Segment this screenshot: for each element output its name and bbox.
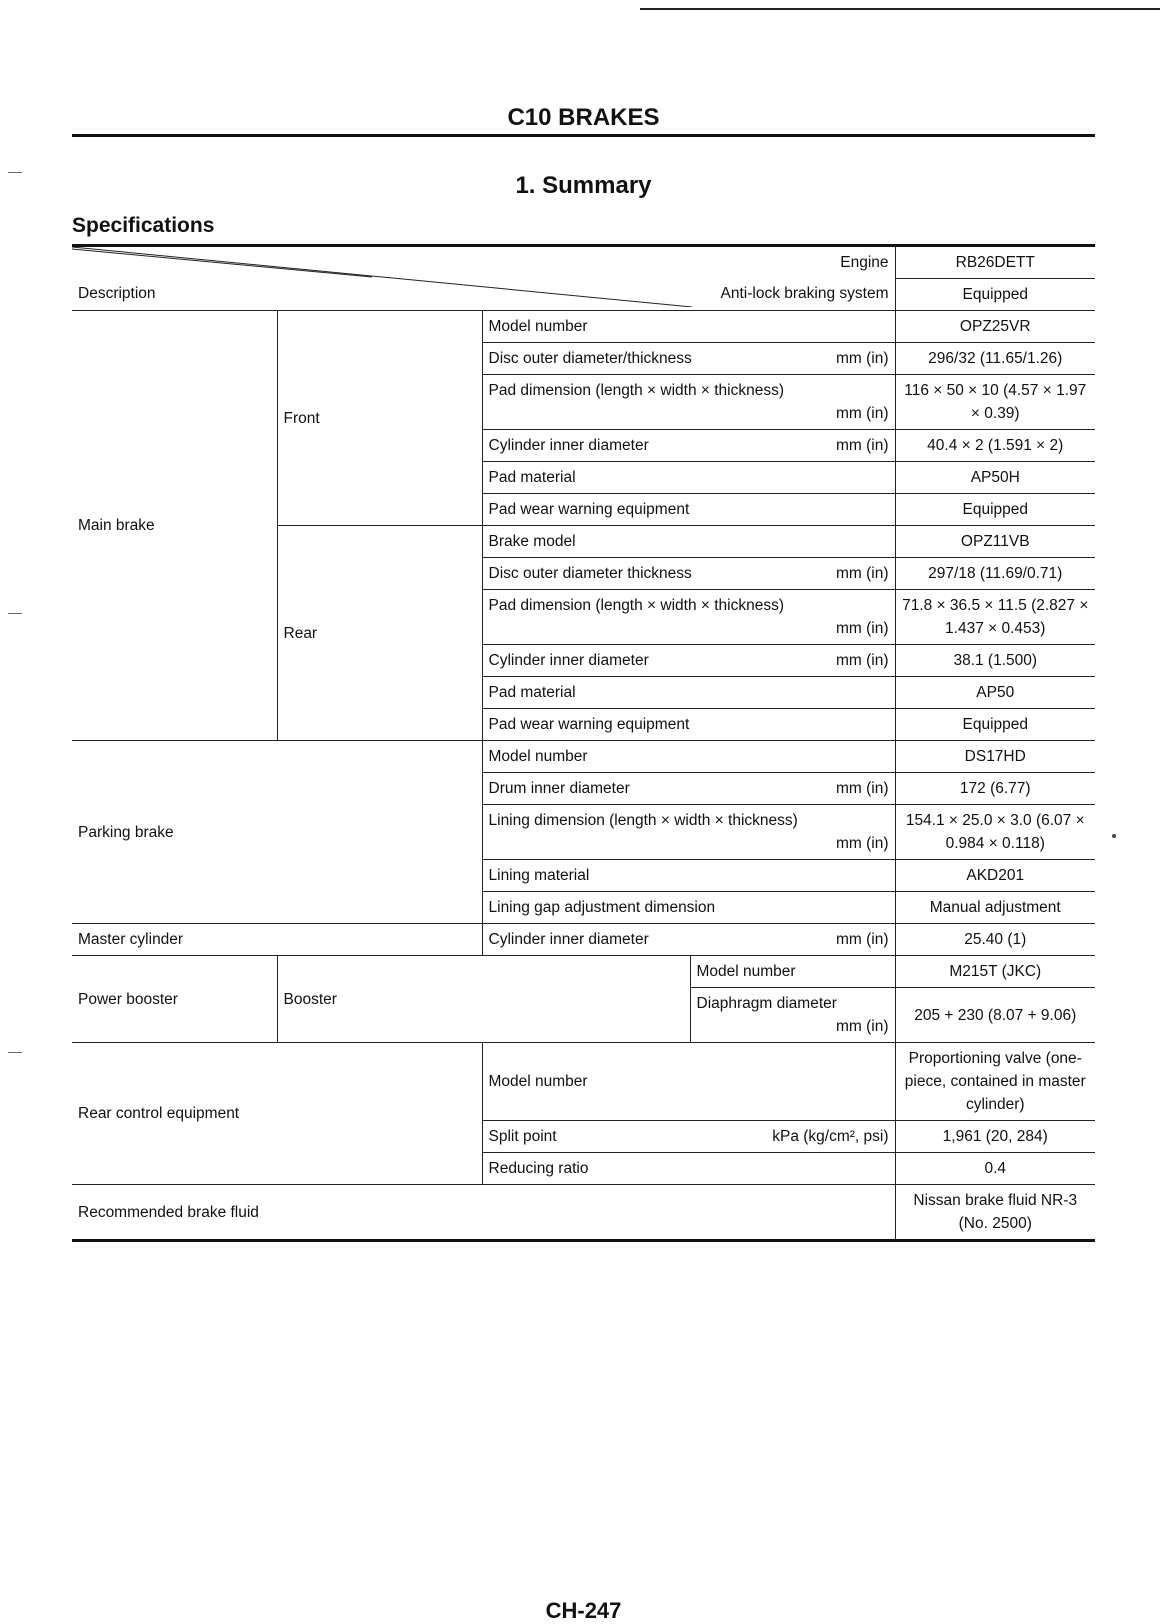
spec-value: 71.8 × 36.5 × 11.5 (2.827 × 1.437 × 0.453)	[895, 590, 1095, 645]
rear-label: Rear	[277, 526, 482, 741]
parking-brake-label: Parking brake	[72, 741, 482, 924]
table-row	[72, 924, 1095, 956]
spec-value: 205 + 230 (8.07 + 9.06)	[895, 988, 1095, 1043]
spec-item: Pad material	[482, 677, 895, 709]
abs-label: Anti-lock braking system	[720, 285, 889, 302]
spec-value: AP50	[895, 677, 1095, 709]
spec-value: Equipped	[895, 494, 1095, 526]
spec-value: 25.40 (1)	[895, 924, 1095, 956]
spec-item: Split point kPa (kg/cm², psi)	[482, 1121, 895, 1153]
margin-mark	[8, 1052, 22, 1053]
spec-item: Pad wear warning equipment	[482, 494, 895, 526]
spec-item: Reducing ratio	[482, 1153, 895, 1185]
spec-value: Equipped	[895, 709, 1095, 741]
section-title: 1. Summary	[515, 172, 652, 199]
spec-item: Disc outer diameter/thickness mm (in)	[482, 343, 895, 375]
spec-item: Disc outer diameter thickness mm (in)	[482, 558, 895, 590]
spec-value: 40.4 × 2 (1.591 × 2)	[895, 430, 1095, 462]
spec-item: Cylinder inner diameter mm (in)	[482, 430, 895, 462]
spec-value: 172 (6.77)	[895, 773, 1095, 805]
spec-value: 296/32 (11.65/1.26)	[895, 343, 1095, 375]
spec-item: Model number	[482, 741, 895, 773]
spec-value: AKD201	[895, 860, 1095, 892]
spec-item: Pad wear warning equipment	[482, 709, 895, 741]
spec-item: Lining dimension (length × width × thickness) mm (in)	[482, 805, 895, 860]
spec-item: Pad material	[482, 462, 895, 494]
chapter-title: C10 BRAKES	[507, 104, 660, 131]
spec-item: Diaphragm diameter mm (in)	[690, 988, 895, 1043]
spec-value: M215T (JKC)	[895, 956, 1095, 988]
page-number: CH-247	[545, 1598, 622, 1623]
spec-value: 38.1 (1.500)	[895, 645, 1095, 677]
spec-item: Lining gap adjustment dimension	[482, 892, 895, 924]
spec-value: OPZ11VB	[895, 526, 1095, 558]
spec-value: 154.1 × 25.0 × 3.0 (6.07 × 0.984 × 0.118)	[895, 805, 1095, 860]
table-row	[72, 311, 1095, 343]
table-row	[72, 956, 1095, 988]
table-row	[72, 1043, 1095, 1121]
spec-value: AP50H	[895, 462, 1095, 494]
spec-item: Drum inner diameter mm (in)	[482, 773, 895, 805]
spec-value: 116 × 50 × 10 (4.57 × 1.97 × 0.39)	[895, 375, 1095, 430]
spec-item: Model number	[690, 956, 895, 988]
power-booster-label: Power booster	[72, 956, 277, 1043]
header-row-engine	[72, 246, 1095, 279]
chapter-rule	[72, 134, 1095, 137]
front-label: Front	[277, 311, 482, 526]
booster-label: Booster	[277, 956, 690, 1043]
spec-item: Pad dimension (length × width × thickness) mm (in)	[482, 590, 895, 645]
main-brake-label: Main brake	[72, 311, 277, 741]
spec-value: Proportioning valve (one-piece, contained in master cylinder)	[895, 1043, 1095, 1121]
description-label: Description	[78, 285, 156, 302]
spec-value: 297/18 (11.69/0.71)	[895, 558, 1095, 590]
spec-item: Cylinder inner diameter mm (in)	[482, 924, 895, 956]
abs-value: Equipped	[895, 279, 1095, 311]
spec-value: DS17HD	[895, 741, 1095, 773]
rear-control-label: Rear control equipment	[72, 1043, 482, 1185]
spec-item: Brake model	[482, 526, 895, 558]
spec-item: Pad dimension (length × width × thickness) mm (in)	[482, 375, 895, 430]
brake-fluid-value: Nissan brake fluid NR-3 (No. 2500)	[895, 1185, 1095, 1241]
spec-value: 0.4	[895, 1153, 1095, 1185]
margin-mark	[8, 613, 22, 614]
spec-value: 1,961 (20, 284)	[895, 1121, 1095, 1153]
specifications-table	[72, 244, 1095, 1242]
master-cylinder-label: Master cylinder	[72, 924, 482, 956]
spec-item: Model number	[482, 1043, 895, 1121]
margin-dot	[1112, 834, 1116, 838]
spec-item: Cylinder inner diameter mm (in)	[482, 645, 895, 677]
spec-item: Lining material	[482, 860, 895, 892]
engine-label: Engine	[840, 254, 889, 271]
spec-value: Manual adjustment	[895, 892, 1095, 924]
header-diagonal-cell	[72, 246, 895, 311]
table-row	[72, 741, 1095, 773]
spec-item: Model number	[482, 311, 895, 343]
engine-value: RB26DETT	[895, 246, 1095, 279]
brake-fluid-label: Recommended brake fluid	[72, 1185, 895, 1241]
table-row	[72, 1185, 1095, 1241]
subsection-title: Specifications	[72, 214, 215, 237]
spec-value: OPZ25VR	[895, 311, 1095, 343]
top-edge-rule	[640, 8, 1160, 10]
